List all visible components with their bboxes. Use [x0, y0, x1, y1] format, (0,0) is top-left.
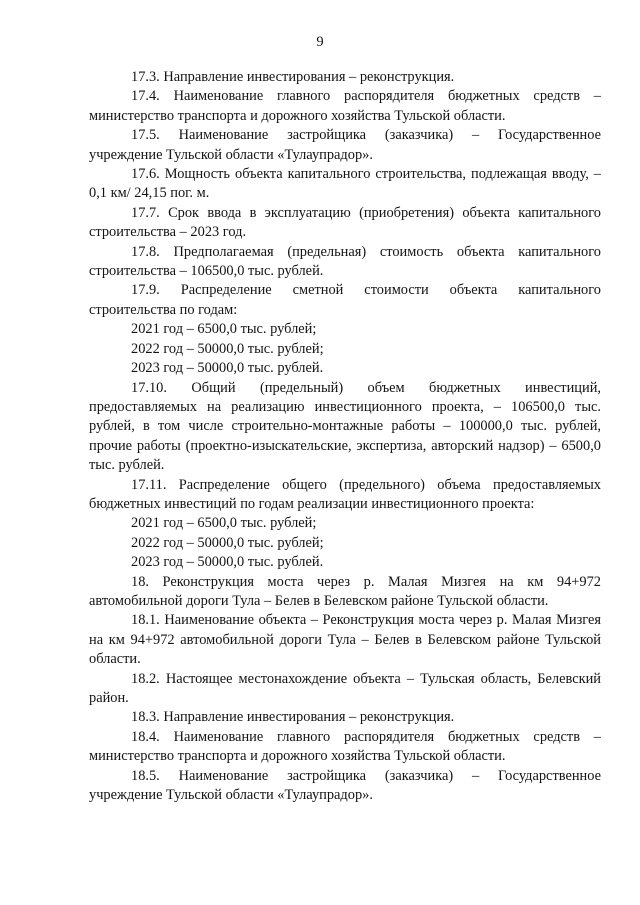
- year-line-2021: 2021 год – 6500,0 тыс. рублей;: [131, 321, 317, 338]
- paragraph-17-7: 17.7. Срок ввода в эксплуатацию (приобретения) объекта капитального строительства – 2023 год.: [89, 204, 601, 241]
- paragraph-17-11: 17.11. Распределение общего (предельного) объема предоставляемых бюджетных инвестиций по годам реализации инвестиционного проекта:: [89, 476, 601, 512]
- year-line-2023: 2023 год – 50000,0 тыс. рублей.: [131, 554, 324, 571]
- year-line-2021: 2021 год – 6500,0 тыс. рублей;: [131, 515, 317, 532]
- paragraph-17-10: 17.10. Общий (предельный) объем бюджетных инвестиций, предоставляемых на реализацию инвестиционного проекта, – 106500,0 тыс. рублей, в том числе строительно-монтажные работы – 100000,0 тыс. рублей, прочие работы (проектно-изыскательские, экспертиза, авторский надзор) – 6500,0 тыс. рублей.: [89, 379, 601, 474]
- paragraph-17-4: 17.4. Наименование главного распорядителя бюджетных средств – министерство транспорта и дорожного хозяйства Тульской области.: [89, 88, 601, 124]
- paragraph-17-5: 17.5. Наименование застройщика (заказчика) – Государственное учреждение Тульской области «Тулаупрадор».: [89, 127, 601, 163]
- paragraph-18-1: 18.1. Наименование объекта – Реконструкция моста через р. Малая Мизгея на км 94+972 автомобильной дороги Тула – Белев в Белевском районе Тульской области.: [89, 612, 601, 668]
- paragraph-17-9: 17.9. Распределение сметной стоимости объекта капитального строительства по годам:: [89, 282, 601, 318]
- page-number: 9: [316, 34, 324, 50]
- paragraph-18-3: 18.3. Направление инвестирования – реконструкция.: [131, 709, 455, 726]
- paragraph-18-5: 18.5. Наименование застройщика (заказчика) – Государственное учреждение Тульской области «Тулаупрадор».: [89, 767, 601, 804]
- paragraph-18-2: 18.2. Настоящее местонахождение объекта – Тульская область, Белевский район.: [89, 670, 601, 706]
- year-line-2022: 2022 год – 50000,0 тыс. рублей;: [131, 534, 324, 551]
- paragraph-18-4: 18.4. Наименование главного распорядителя бюджетных средств – министерство транспорта и дорожного хозяйства Тульской области.: [89, 728, 601, 765]
- paragraph-17-3: 17.3. Направление инвестирования – реконструкция.: [131, 69, 455, 85]
- paragraph-17-8: 17.8. Предполагаемая (предельная) стоимость объекта капитального строительства – 106500,0 тыс. рублей.: [89, 243, 601, 280]
- paragraph-17-6: 17.6. Мощность объекта капитального строительства, подлежащая вводу, – 0,1 км/ 24,15 пог. м.: [89, 166, 601, 202]
- year-line-2022: 2022 год – 50000,0 тыс. рублей;: [131, 340, 324, 357]
- year-line-2023: 2023 год – 50000,0 тыс. рублей.: [131, 360, 324, 377]
- document-body: [89, 68, 601, 805]
- paragraph-18: 18. Реконструкция моста через р. Малая Мизгея на км 94+972 автомобильной дороги Тула – Белев в Белевском районе Тульской области.: [89, 573, 601, 609]
